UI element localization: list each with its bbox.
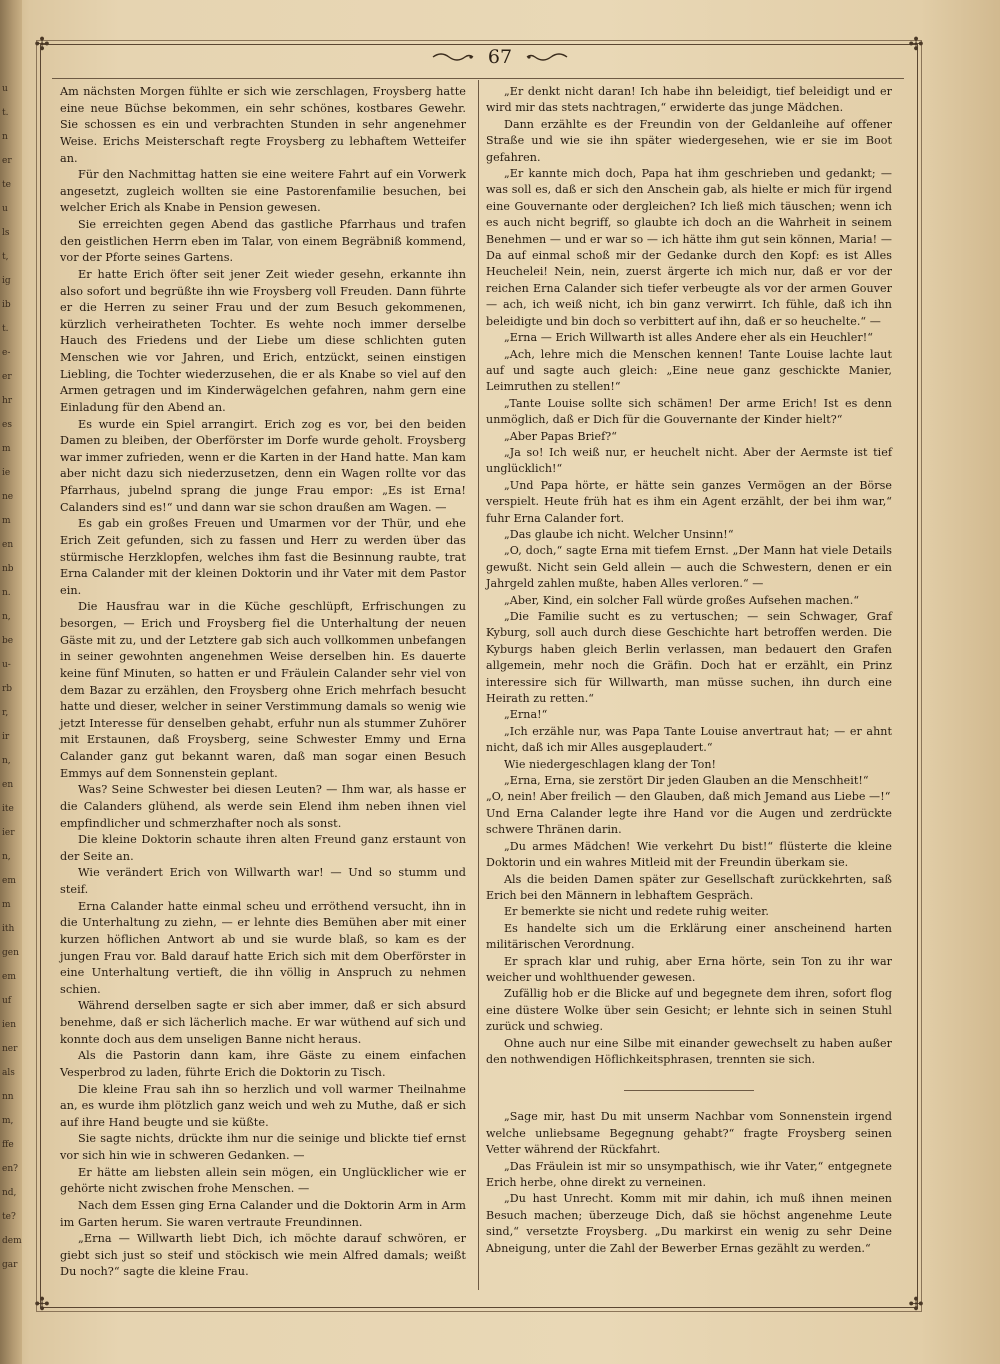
gutter-fragment: u bbox=[2, 204, 8, 214]
gutter-fragment: u- bbox=[2, 660, 11, 670]
corner-ornament-bottom-right: ✣ bbox=[908, 1294, 924, 1315]
gutter-fragment: te bbox=[2, 180, 11, 190]
gutter-fragment: dem bbox=[2, 1236, 22, 1246]
paragraph: „O, nein! Aber freilich — den Glauben, daß mich Jemand aus Liebe —!“ bbox=[486, 790, 891, 804]
paragraph: „Das Fräulein ist mir so unsympathisch, wie ihr Vater,“ entgegnete Erich herbe, ohne direkt zu verneinen. bbox=[486, 1159, 892, 1189]
gutter-fragment: r, bbox=[2, 708, 9, 718]
paragraph: Ohne auch nur eine Silbe mit einander gewechselt zu haben außer den nothwendigen Höflichkeitsphrasen, trennten sie sich. bbox=[486, 1036, 892, 1066]
gutter-fragment: gen bbox=[2, 948, 19, 958]
paragraph: „Er kannte mich doch, Papa hat ihm geschrieben und gedankt; — was soll es, daß er sich den Anschein gab, als hielte er mich für irgend eine Gouvernante oder dergleichen? Ich ließ mich täuschen; wenn ich es auch nicht begriff, so glaubte ich doch an die Wahrheit in seinem Benehmen — und er war so — ich hätte ihm gut sein können, Maria! — Da auf einmal schoß mir der Gedanke durch den Kopf: es ist Alles Heuchelei! Nein, nein, zuerst ärgerte ich mich nur, daß er vor der reichen Erna Calander sich tiefer verbeugte als vor der armen Gouver — ach, ich weiß nicht, ich bin ganz verwirrt. Ich fühle, daß ich ihn beleidigte und bin doch so verbittert auf ihn, daß er so heuchelte.“ — bbox=[486, 167, 892, 328]
gutter-fragment: en? bbox=[2, 1164, 18, 1174]
gutter-fragment: t. bbox=[2, 108, 9, 118]
paragraph: Und Erna Calander legte ihre Hand vor die Augen und zerdrückte schwere Thränen darin. bbox=[486, 806, 892, 837]
gutter-fragment: en bbox=[2, 780, 14, 790]
gutter-fragment: n, bbox=[2, 852, 11, 862]
paragraph: „Aber Papas Brief?“ bbox=[504, 429, 618, 443]
gutter-fragment: ier bbox=[2, 828, 15, 838]
gutter-fragment: ite bbox=[2, 804, 14, 814]
paragraph: Wie niedergeschlagen klang der Ton! bbox=[504, 757, 717, 771]
header-rule bbox=[52, 78, 904, 79]
paragraph: „Ach, lehre mich die Menschen kennen! Tante Louise lachte laut auf und sagte auch gleich: „Eine neue ganz geschickte Manier, Leimruthen zu stellen!“ bbox=[486, 347, 892, 394]
paragraph: „Ich erzähle nur, was Papa Tante Louise anvertraut hat; — er ahnt nicht, daß ich mir Alles ausgeplaudert.“ bbox=[486, 724, 892, 755]
paragraph: Als die beiden Damen später zur Gesellschaft zurückkehrten, saß Erich bei den Männern in lebhaftem Gespräch. bbox=[486, 872, 892, 902]
paragraph: Zufällig hob er die Blicke auf und begegnete dem ihren, sofort flog eine düstere Wolke über sein Gesicht; er lehnte sich in seinen Stuhl zurück und schwieg. bbox=[486, 987, 892, 1034]
page-number: 67 bbox=[487, 46, 513, 68]
paragraph: „Erna!“ bbox=[504, 708, 548, 722]
paragraph: „Sage mir, hast Du mit unserm Nachbar vom Sonnenstein irgend welche unliebsame Begegnung gehabt?“ fragte Froysberg seinen Vetter während der Rückfahrt. bbox=[486, 1110, 892, 1157]
paragraph: „Ja so! Ich weiß nur, er heuchelt nicht. Aber der Aermste ist tief unglücklich!“ bbox=[486, 445, 892, 476]
paragraph: Sie erreichten gegen Abend das gastliche Pfarrhaus und trafen den geistlichen Herrn eben im Talar, von einem Begräbniß kommend, vor der Pforte seines Gartens. bbox=[60, 218, 466, 265]
gutter-fragment: ffe bbox=[2, 1140, 14, 1150]
gutter-fragment: er bbox=[2, 372, 12, 382]
paragraph: „Aber, Kind, ein solcher Fall würde großes Aufsehen machen.“ bbox=[504, 593, 860, 607]
gutter-fragment: em bbox=[2, 972, 16, 982]
gutter-fragment: es bbox=[2, 420, 12, 430]
paragraph: „Er denkt nicht daran! Ich habe ihn beleidigt, tief beleidigt und er wird mir das stets nachtragen,“ erwiderte das junge Mädchen. bbox=[486, 85, 892, 115]
paragraph: „Du hast Unrecht. Komm mit mir dahin, ich muß ihnen meinen Besuch machen; überzeuge Dich, daß sie höchst angenehme Leute sind,“ versetzte Froysberg. „Du markirst ein wenig zu sehr Deine Abneigung, unter die Zahl der Bewerber Ernas gezählt zu werden.“ bbox=[486, 1192, 892, 1255]
gutter-fragment: ith bbox=[2, 924, 15, 934]
paragraph: „Tante Louise sollte sich schämen! Der arme Erich! Ist es denn unmöglich, daß er Dich für die Gouvernante der Kinder hielt?“ bbox=[486, 396, 892, 427]
paragraph: Er sprach klar und ruhig, aber Erna hörte, sein Ton zu ihr war weicher und wohlthuender gewesen. bbox=[486, 954, 892, 984]
paragraph: Für den Nachmittag hatten sie eine weitere Fahrt auf ein Vorwerk angesetzt, zugleich wollten sie eine Pastorenfamilie besuchen, bei welcher Erich als Knabe in Pension gewesen. bbox=[60, 168, 466, 215]
gutter-fragment: er bbox=[2, 156, 12, 166]
gutter-fragment: gar bbox=[2, 1260, 18, 1270]
corner-ornament-top-left: ✣ bbox=[34, 34, 50, 55]
page-header bbox=[0, 46, 1000, 74]
gutter-fragment: uf bbox=[2, 996, 12, 1006]
paragraph: Es handelte sich um die Erklärung einer anscheinend harten militärischen Verordnung. bbox=[486, 921, 892, 952]
gutter-fragment: be bbox=[2, 636, 14, 646]
gutter-fragment: n, bbox=[2, 756, 11, 766]
gutter-fragment: ls bbox=[2, 228, 10, 238]
paragraph: Es gab ein großes Freuen und Umarmen vor der Thür, und ehe Erich Zeit gefunden, sich zu fassen und Herr zu werden über das stürmische Herzklopfen, welches ihm fast die Besinnung raubte, trat Erna Calander mit der kleinen Doktorin und ihr Vater mit dem Pastor ein. bbox=[60, 517, 466, 597]
gutter-fragment: nb bbox=[2, 564, 14, 574]
gutter-fragment: m bbox=[2, 900, 11, 910]
right-column-upper bbox=[486, 84, 892, 1068]
paragraph: „Erna, Erna, sie zerstört Dir jeden Glauben an die Menschheit!“ bbox=[504, 774, 869, 788]
paragraph: „Erna — Willwarth liebt Dich, ich möchte darauf schwören, er giebt sich just so steif und stöckisch wie mein Alfred damals; weißt Du noch?“ sagte die kleine Frau. bbox=[60, 1232, 466, 1279]
paragraph: „Das glaube ich nicht. Welcher Unsinn!“ bbox=[504, 527, 734, 541]
column-divider bbox=[478, 80, 479, 1290]
gutter-fragment: ne bbox=[2, 492, 14, 502]
paragraph: „Die Familie sucht es zu vertuschen; — sein Schwager, Graf Kyburg, soll auch durch diese Geschichte hart betroffen werden. Die Kyburgs haben gleich Berlin verlassen, man bedauert den Grafen allgemein, mehr noch die Gräfin. Doch hat er erzählt, ein Prinz interessire sich für Willwarth, man müsse suchen, ihn durch eine Heirath zu retten.“ bbox=[486, 610, 892, 706]
paragraph: Dann erzählte es der Freundin von der Geldanleihe auf offener Straße und wie sie ihn später wiedergesehen, wie er sie im Boot gefahren. bbox=[486, 117, 892, 164]
paragraph: Erna Calander hatte einmal scheu und erröthend versucht, ihn in die Unterhaltung zu ziehn, — er lehnte dies Bemühen aber mit einer kurzen höflichen Antwort ab und sie wurde blaß, so kam es der jungen Frau vor. Bald darauf hatte Erich sich mit dem Oberförster in eine Unterhaltung vertieft, die ihn völlig in Anspruch zu nehmen schien. bbox=[60, 899, 466, 996]
left-flourish-icon bbox=[431, 50, 475, 64]
gutter-fragment: nd, bbox=[2, 1188, 17, 1198]
right-column-lower bbox=[486, 1109, 892, 1257]
paragraph: Sie sagte nichts, drückte ihm nur die seinige und blickte tief ernst vor sich hin wie in schweren Gedanken. — bbox=[60, 1132, 466, 1162]
gutter-fragment: te? bbox=[2, 1212, 16, 1222]
paragraph: Er bemerkte sie nicht und redete ruhig weiter. bbox=[504, 905, 769, 919]
gutter-fragment: n. bbox=[2, 588, 11, 598]
gutter-fragment: ie bbox=[2, 468, 11, 478]
gutter-fragment: e- bbox=[2, 348, 11, 358]
corner-ornament-bottom-left: ✣ bbox=[34, 1294, 50, 1315]
gutter-fragment: als bbox=[2, 1068, 15, 1078]
paragraph: Als die Pastorin dann kam, ihre Gäste zu einem einfachen Vesperbrod zu laden, führte Erich die Doktorin zu Tisch. bbox=[60, 1049, 466, 1079]
gutter-fragment: ner bbox=[2, 1044, 18, 1054]
paragraph: „Du armes Mädchen! Wie verkehrt Du bist!“ flüsterte die kleine Doktorin und ein wahres Mitleid mit der Freundin überkam sie. bbox=[486, 839, 892, 870]
gutter-fragment: u bbox=[2, 84, 8, 94]
gutter-fragment: rb bbox=[2, 684, 13, 694]
gutter-fragment: n, bbox=[2, 612, 11, 622]
paragraph: Die kleine Doktorin schaute ihren alten Freund ganz erstaunt von der Seite an. bbox=[60, 833, 466, 863]
paragraph: „Erna — Erich Willwarth ist alles Andere eher als ein Heuchler!“ bbox=[504, 331, 873, 345]
gutter-fragment: ig bbox=[2, 276, 11, 286]
gutter-fragment: em bbox=[2, 876, 16, 886]
gutter-fragment: hr bbox=[2, 396, 13, 406]
section-break-rule bbox=[624, 1090, 754, 1091]
gutter-fragment: nn bbox=[2, 1092, 14, 1102]
paragraph: Nach dem Essen ging Erna Calander und die Doktorin Arm in Arm im Garten herum. Sie waren vertraute Freundinnen. bbox=[60, 1198, 466, 1229]
paragraph: „O, doch,“ sagte Erna mit tiefem Ernst. „Der Mann hat viele Details gewußt. Nicht sein Geld allein — auch die Schwestern, denen er ein Jahrgeld zahlen mußte, haben Alles verloren.“ — bbox=[486, 544, 892, 591]
paragraph: Die kleine Frau sah ihn so herzlich und voll warmer Theilnahme an, es wurde ihm plötzlich ganz weich und weh zu Muthe, daß er sich auf ihre Hand beugte und sie küßte. bbox=[60, 1082, 466, 1129]
paragraph: Er hätte am liebsten allein sein mögen, ein Unglücklicher wie er gehörte nicht zwischen frohe Menschen. — bbox=[60, 1165, 466, 1196]
paragraph: Es wurde ein Spiel arrangirt. Erich zog es vor, bei den beiden Damen zu bleiben, der Oberförster im Dorfe wurde geholt. Froysberg war immer zufrieden, wenn er die Karten in der Hand hatte. Man kam aber nicht dazu sich niederzusetzen, denn ein Wagen rollte vor das Pfarrhaus, jubelnd sprang die junge Frau empor: „Es ist Erna! Calanders sind es!“ und dann war sie schon draußen am Wagen. — bbox=[60, 417, 466, 514]
gutter-fragment: ib bbox=[2, 300, 11, 310]
paragraph: Was? Seine Schwester bei diesen Leuten? — Ihm war, als hasse er die Calanders glühend, als werde sein Elend ihm neben ihnen viel empfindlicher und schmerzhafter noch als sonst. bbox=[60, 783, 466, 830]
adjacent-page-edge bbox=[0, 0, 22, 1364]
corner-ornament-top-right: ✣ bbox=[908, 34, 924, 55]
right-flourish-icon bbox=[525, 50, 569, 64]
gutter-fragment: m bbox=[2, 444, 11, 454]
paragraph: Er hatte Erich öfter seit jener Zeit wieder gesehn, erkannte ihn also sofort und begrüßte ihn wie Froysberg voll Freuden. Dann führte er die Herren zu seiner Frau und der zum Besuch gekommenen, kürzlich verheiratheten Tochter. Es wehte noch immer derselbe Hauch des Friedens und der Liebe um diese schlichten guten Menschen wie vor Jahren, und Erich, entzückt, seinen einstigen Liebling, die Tochter wiederzusehen, die er als Knabe so viel auf den Armen getragen und im Kinderwägelchen gefahren, nahm gern eine Einladung für den Abend an. bbox=[60, 267, 466, 414]
paragraph: Am nächsten Morgen fühlte er sich wie zerschlagen, Froysberg hatte eine neue Büchse bekommen, ein sehr schönes, kostbares Gewehr. Sie schossen es ein und verbrachten Stunden in sehr angenehmer Weise. Erichs Meisterschaft regte Froysberg zu lebhaftem Wetteifer an. bbox=[60, 85, 466, 165]
paragraph: Wie verändert Erich von Willwarth war! — Und so stumm und steif. bbox=[60, 866, 466, 896]
right-column bbox=[486, 84, 892, 1257]
paragraph: Während derselben sagte er sich aber immer, daß er sich absurd benehme, daß er sich lächerlich mache. Er war wüthend auf sich und konnte doch aus dem unseligen Banne nicht heraus. bbox=[60, 999, 466, 1046]
gutter-fragment: n bbox=[2, 132, 8, 142]
gutter-fragment: t. bbox=[2, 324, 9, 334]
paragraph: „Und Papa hörte, er hätte sein ganzes Vermögen an der Börse verspielt. Heute früh hat es ihm ein Agent erzählt, der bei ihm war,“ fuhr Erna Calander fort. bbox=[486, 478, 892, 525]
gutter-fragment: m bbox=[2, 516, 11, 526]
gutter-fragment: t, bbox=[2, 252, 9, 262]
left-column bbox=[60, 84, 466, 1281]
gutter-fragment: ir bbox=[2, 732, 10, 742]
paragraph: Die Hausfrau war in die Küche geschlüpft, Erfrischungen zu besorgen, — Erich und Froysberg fiel die Unterhaltung der neuen Gäste mit zu, und der Letztere gab sich auch vollkommen unbefangen in seiner gewohnten angenehmen Weise derselben hin. Es dauerte keine fünf Minuten, so hatten er und Fräulein Calander sehr viel von dem Bazar zu erzählen, den Froysberg ohne Erich mehrfach besucht hatte und dieser, welcher in seiner Verstimmung damals so wenig wie jetzt Interesse für denselben gehabt, erfuhr nun als stummer Zuhörer mit Erstaunen, daß Froysberg, seine Schwester Emmy und Erna Calander ganz gut bekannt waren, daß man sogar einen Besuch Emmys auf dem Sonnenstein geplant. bbox=[60, 600, 466, 780]
gutter-fragment: m, bbox=[2, 1116, 14, 1126]
gutter-fragment: ien bbox=[2, 1020, 17, 1030]
gutter-fragment: en bbox=[2, 540, 14, 550]
